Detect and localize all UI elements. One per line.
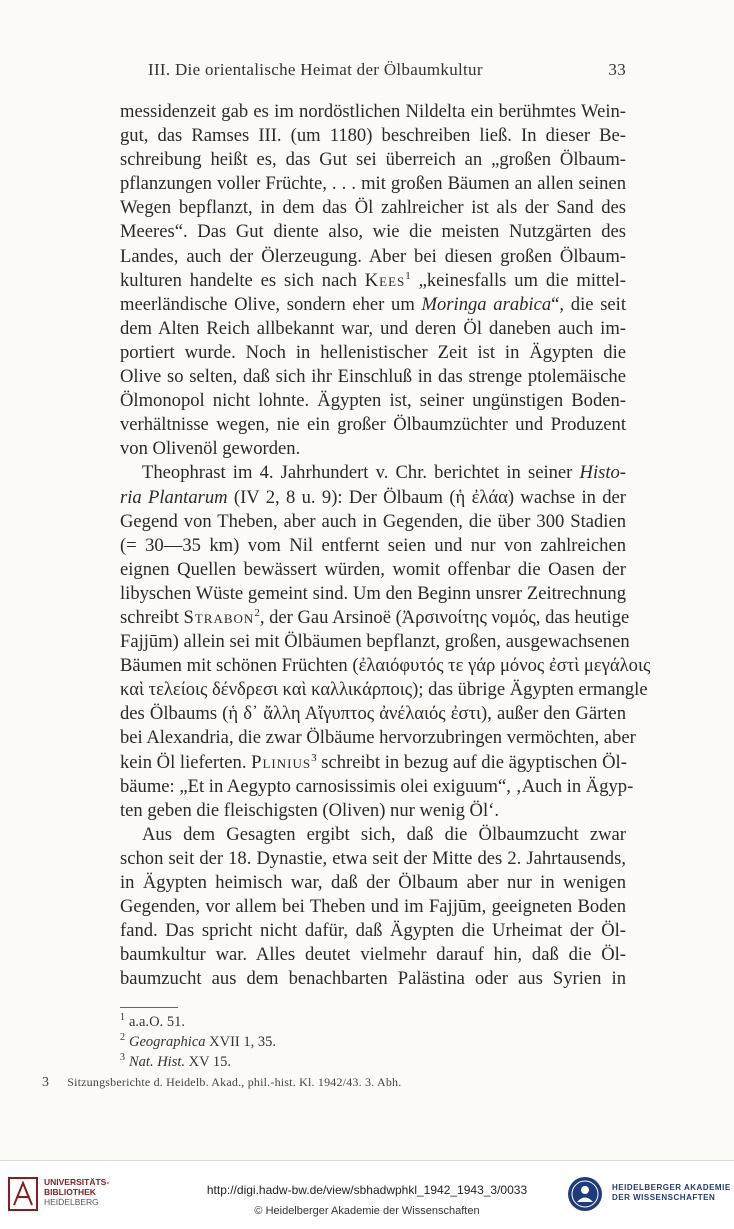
text-line: Gegend von Theben, aber auch in Gegenden, die über 300 Stadien (120, 510, 626, 532)
text-line: Wegen bepflanzt, in dem das Öl zahlreicher ist als der Sand des (120, 197, 626, 219)
text-line: Meeres“. Das Gut diente also, wie die meisten Nutzgärten des (120, 221, 626, 243)
footnote-ref: 3 (311, 751, 317, 764)
text-line: Gegenden, vor allem bei Theben und im Fajjūm, geeigneten Boden (120, 896, 626, 918)
text-line: fand. Das spricht nicht dafür, daß Ägypten die Urheimat der Öl- (120, 920, 626, 942)
text-line: Ölmonopol nicht lohnte. Ägypten ist, seiner ungünstigen Boden- (120, 390, 626, 412)
academy-seal-icon[interactable] (566, 1175, 604, 1213)
species-name: Moringa arabica (421, 293, 552, 315)
footnote-3: $^3$ Nat. Hist. XV 15. (120, 1052, 232, 1070)
text-line: baumzucht aus dem benachbarten Palästina oder aus Syrien in (120, 968, 626, 990)
text-line: portiert wurde. Noch in hellenistischer Zeit ist in Ägypten die (120, 341, 626, 363)
footnotes (120, 1012, 276, 1072)
text-line: schon seit der 18. Dynastie, etwa seit der Mitte des 2. Jahrtausends, (120, 847, 626, 869)
author-kees: Kees (364, 269, 406, 291)
text-line: verhältnisse wegen, nie ein großer Ölbaumzüchter und Produzent (120, 414, 626, 436)
text-line: schreibt Strabon$^2$, der Gau Arsinoë (Ἀρσινοίτης νομός, das heutige (120, 606, 630, 628)
text-line: des Ölbaums (ἡ δ᾽ ἄλλη Αἴγυπτος ἀνέλαιός ἐστι), außer den Gärten (120, 703, 626, 725)
text-line: Fajjūm) allein sei mit Ölbäumen bepflanzt, großen, ausgewachsenen (120, 631, 630, 653)
text-line: in Ägypten heimisch war, daß der Ölbaum aber nur in wenigen (120, 872, 626, 893)
text-line: bei Alexandria, die zwar Ölbäume hervorzubringen vermöchten, aber (120, 727, 636, 749)
footnote-ref: 1 (405, 269, 411, 282)
signature-number: 3 (42, 1075, 50, 1090)
text-line: Olive so selten, daß sich ihr Einschluß in das strenge ptolemäische (120, 366, 626, 388)
text-line: ria Plantarum (IV 2, 8 u. 9): Der Ölbaum (ἡ ἐλάα) wachse in der (120, 486, 626, 508)
footnote-divider (120, 1007, 178, 1008)
signature-line (42, 1075, 401, 1091)
text-line: kein Öl lieferten. Plinius$^3$ schreibt in bezug auf die ägyptischen Öl- (120, 751, 627, 773)
text-line: schreibung heißt es, das Gut sei überreich an „großen Ölbaum- (120, 149, 626, 171)
text-line: von Olivenöl geworden. (120, 438, 301, 460)
text-line: (= 30—35 km) vom Nil entfernt seien und nur von zahlreichen (120, 534, 626, 556)
text-line: eignen Quellen bewässert würden, womit offenbar die Oasen der (120, 558, 626, 580)
text-line: messidenzeit gab es im nordöstlichen Nildelta ein berühmtes Wein- (120, 101, 626, 122)
running-title: III. Die orientalische Heimat der Ölbaumkultur (148, 60, 483, 79)
copyright-notice: © Heidelberger Akademie der Wissenschaften (254, 1205, 480, 1217)
signature-text: Sitzungsberichte d. Heidelb. Akad., phil.-hist. Kl. 1942/43. 3. Abh. (67, 1075, 402, 1089)
text-line: baumkultur war. Alles deutet vielmehr darauf hin, daß die Öl- (120, 944, 626, 966)
university-library-name[interactable]: UNIVERSITÄTS- BIBLIOTHEK HEIDELBERG (44, 1177, 110, 1207)
text-line: bäume: „Et in Aegypto carnosissimis olei exiguum“, ‚Auch in Ägyp- (120, 775, 634, 797)
text-line: kulturen handelte es sich nach Kees$^1$ „keinesfalls um die mittel- (120, 269, 626, 291)
text-line: Theophrast im 4. Jahrhundert v. Chr. berichtet in seiner Histo- (142, 462, 626, 484)
author-strabon: Strabon (183, 606, 255, 628)
text-line: dem Alten Reich allbekannt war, und deren Öl daneben auch im- (120, 317, 626, 339)
text-line: Landes, auch der Ölerzeugung. Aber bei diesen großen Ölbaum- (120, 245, 626, 267)
footnote-1: $^1$ a.a.O. 51. (120, 1012, 185, 1030)
text-line: pflanzungen voller Früchte, . . . mit großen Bäumen an allen seinen (120, 173, 626, 195)
text-line: ten geben die fleischigsten (Oliven) nur wenig Öl‘. (120, 799, 499, 821)
text-line: Aus dem Gesagten ergibt sich, daß die Ölbaumzucht zwar (142, 823, 626, 845)
text-line: libyschen Wüste gemeint sind. Um den Beginn unsrer Zeitrechnung (120, 582, 626, 604)
body-text (120, 100, 651, 991)
author-plinius: Plinius (251, 751, 312, 773)
footnote-2: $^2$ Geographica XVII 1, 35. (120, 1032, 276, 1050)
page-number: 33 (608, 60, 626, 79)
viewer-footer (0, 1160, 734, 1229)
text-line: καὶ τελείοις δένδρεσι καὶ καλλικάρποις); das übrige Ägypten ermangle (120, 679, 648, 701)
academy-name[interactable]: HEIDELBERGER AKADEMIE DER WISSENSCHAFTEN (612, 1183, 731, 1202)
text-line: Bäumen mit schönen Früchten (ἐλαιόφυτός τε γάρ μόνος ἐστὶ μεγάλοις (120, 655, 651, 677)
text-line: meerländische Olive, sondern eher um Moringa arabica“, die seit (120, 293, 627, 315)
permalink-url[interactable]: http://digi.hadw-bw.de/view/sbhadwphkl_1942_1943_3/0033 (206, 1183, 528, 1197)
text-line: gut, das Ramses III. (um 1180) beschreiben ließ. In dieser Be- (120, 125, 626, 147)
footnote-ref: 2 (254, 606, 260, 619)
